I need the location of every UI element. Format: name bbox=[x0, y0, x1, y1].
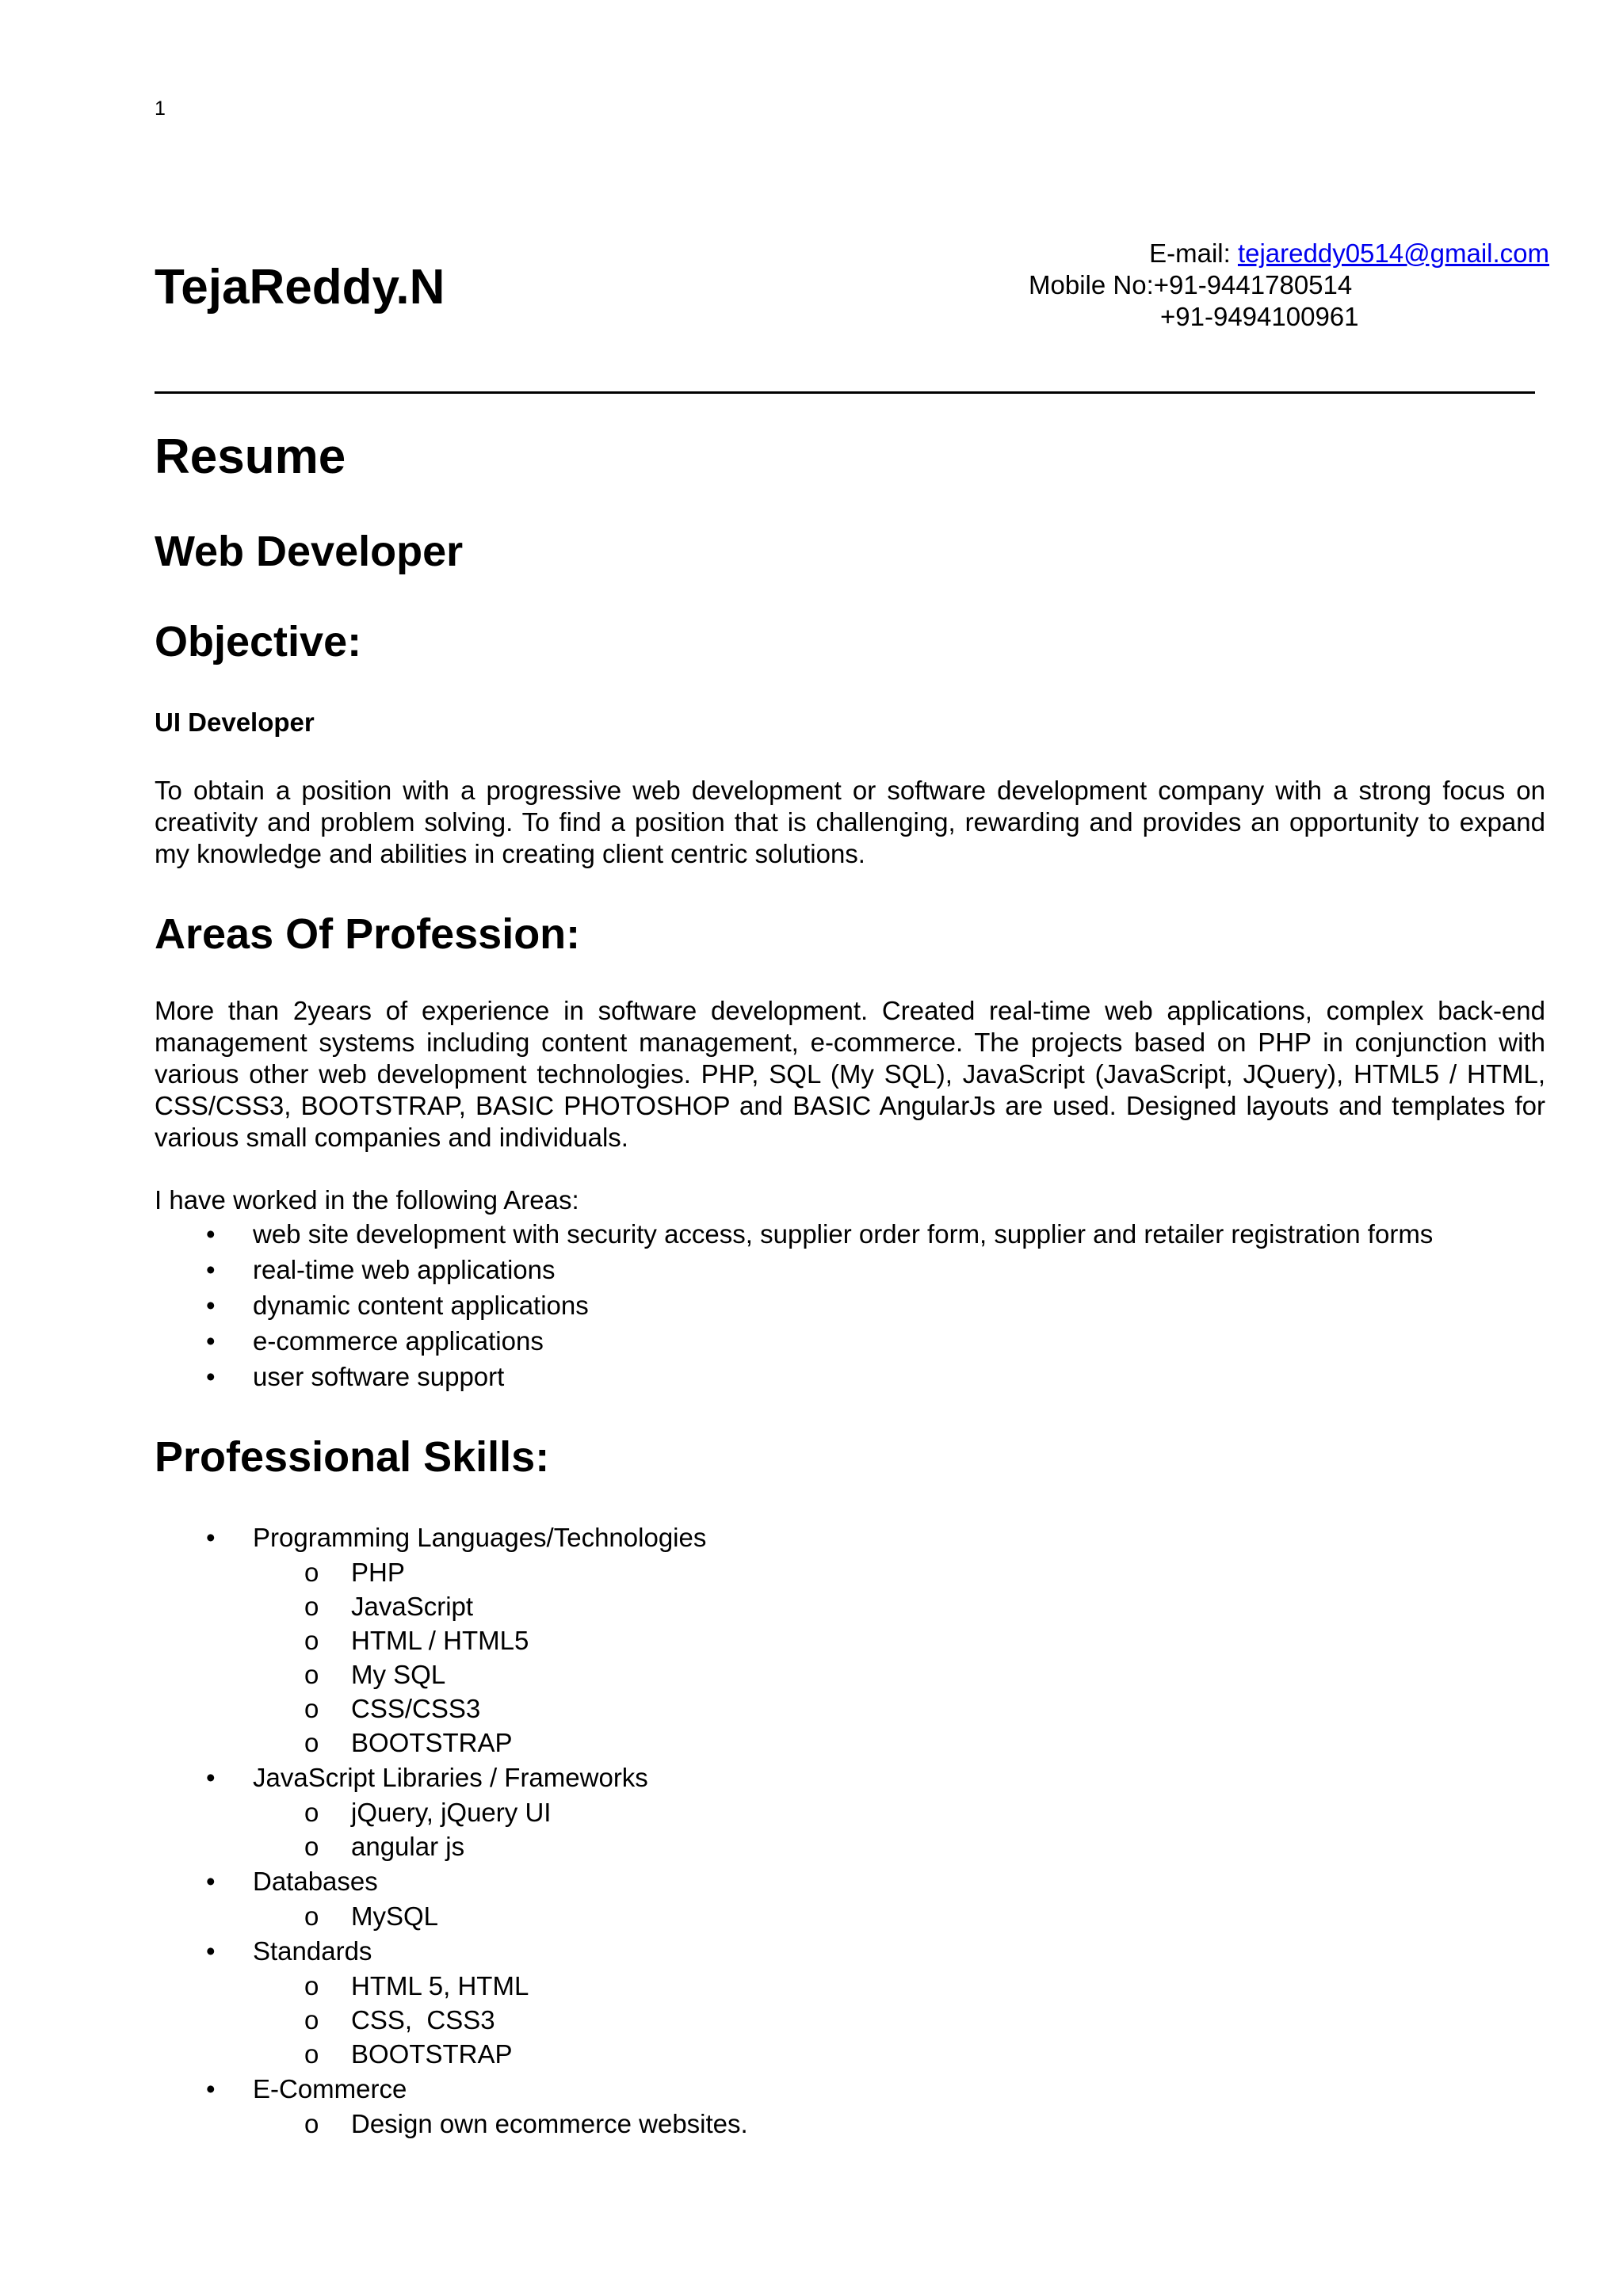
mobile-number-2: +91-9494100961 bbox=[1160, 302, 1359, 331]
bullet-icon: • bbox=[206, 1936, 216, 1966]
skill-group-label: JavaScript Libraries / Frameworks bbox=[253, 1763, 648, 1792]
mobile-number-1: +91-9441780514 bbox=[1153, 270, 1353, 299]
skill-item bbox=[155, 1899, 748, 1933]
circle-bullet-icon: o bbox=[304, 1626, 319, 1655]
skill-subgroup bbox=[155, 1795, 748, 1863]
bullet-icon: • bbox=[206, 1291, 216, 1320]
candidate-name: TejaReddy.N bbox=[155, 260, 445, 315]
bullet-icon: • bbox=[206, 1255, 216, 1284]
skill-subgroup bbox=[155, 1969, 748, 2071]
skill-item bbox=[155, 1691, 748, 1726]
mobile-label: Mobile No: bbox=[1029, 270, 1154, 299]
skill-item bbox=[155, 1726, 748, 1760]
circle-bullet-icon: o bbox=[304, 1694, 319, 1723]
skill-group bbox=[155, 1863, 748, 1899]
skill-group bbox=[155, 2071, 748, 2107]
page-number: 1 bbox=[155, 97, 166, 120]
mobile-line bbox=[836, 269, 1549, 301]
skill-item-text: PHP bbox=[351, 1558, 405, 1587]
list-item-text: web site development with security access, supplier order form, supplier and retailer registration forms bbox=[253, 1219, 1434, 1249]
bullet-icon: • bbox=[206, 1763, 216, 1792]
skill-group-label: Standards bbox=[253, 1936, 372, 1966]
areas-list bbox=[155, 1216, 1433, 1394]
skill-item bbox=[155, 1795, 748, 1829]
circle-bullet-icon: o bbox=[304, 2039, 319, 2069]
skill-item-text: BOOTSTRAP bbox=[351, 2039, 513, 2069]
skill-group bbox=[155, 1760, 748, 1795]
skill-item bbox=[155, 1623, 748, 1657]
circle-bullet-icon: o bbox=[304, 2005, 319, 2035]
skill-subgroup bbox=[155, 1555, 748, 1760]
list-item bbox=[155, 1216, 1433, 1252]
skill-item-text: JavaScript bbox=[351, 1592, 474, 1621]
bullet-icon: • bbox=[206, 1867, 216, 1896]
bullet-icon: • bbox=[206, 1219, 216, 1249]
skill-item-text: BOOTSTRAP bbox=[351, 1728, 513, 1757]
skill-group bbox=[155, 1933, 748, 1969]
mobile-line-2 bbox=[836, 301, 1549, 333]
skill-item bbox=[155, 1555, 748, 1589]
role-heading: Web Developer bbox=[155, 528, 464, 575]
document-title: Resume bbox=[155, 429, 346, 484]
skill-sublist bbox=[155, 1795, 748, 1863]
list-item-text: user software support bbox=[253, 1362, 505, 1391]
skill-item bbox=[155, 1589, 748, 1623]
skill-group bbox=[155, 1520, 748, 1555]
circle-bullet-icon: o bbox=[304, 1798, 319, 1827]
skill-item-text: My SQL bbox=[351, 1660, 446, 1689]
circle-bullet-icon: o bbox=[304, 1592, 319, 1621]
list-item-text: e-commerce applications bbox=[253, 1326, 544, 1356]
skill-item-text: HTML / HTML5 bbox=[351, 1626, 529, 1655]
skill-item bbox=[155, 1829, 748, 1863]
circle-bullet-icon: o bbox=[304, 1660, 319, 1689]
skill-item-text: MySQL bbox=[351, 1901, 439, 1931]
skill-item bbox=[155, 1969, 748, 2003]
objective-subheading: UI Developer bbox=[155, 707, 315, 737]
bullet-icon: • bbox=[206, 1523, 216, 1552]
skill-item bbox=[155, 2107, 748, 2141]
skills-heading: Professional Skills: bbox=[155, 1433, 550, 1481]
skill-item-text: CSS/CSS3 bbox=[351, 1694, 481, 1723]
circle-bullet-icon: o bbox=[304, 1971, 319, 2000]
circle-bullet-icon: o bbox=[304, 2109, 319, 2138]
skill-subgroup bbox=[155, 1899, 748, 1933]
list-item-text: real-time web applications bbox=[253, 1255, 556, 1284]
list-item bbox=[155, 1287, 1433, 1323]
skill-item bbox=[155, 2003, 748, 2037]
worked-intro: I have worked in the following Areas: bbox=[155, 1185, 579, 1215]
circle-bullet-icon: o bbox=[304, 1832, 319, 1861]
bullet-icon: • bbox=[206, 2074, 216, 2103]
email-label: E-mail: bbox=[1149, 238, 1238, 268]
skill-sublist bbox=[155, 1555, 748, 1760]
bullet-icon: • bbox=[206, 1326, 216, 1356]
skill-sublist bbox=[155, 2107, 748, 2141]
circle-bullet-icon: o bbox=[304, 1901, 319, 1931]
skill-item-text: jQuery, jQuery UI bbox=[351, 1798, 552, 1827]
skill-item-text: Design own ecommerce websites. bbox=[351, 2109, 748, 2138]
skill-sublist bbox=[155, 1899, 748, 1933]
skill-sublist bbox=[155, 1969, 748, 2071]
email-line bbox=[836, 238, 1549, 269]
list-item-text: dynamic content applications bbox=[253, 1291, 589, 1320]
skills-list bbox=[155, 1520, 748, 2141]
email-link[interactable]: tejareddy0514@gmail.com bbox=[1237, 238, 1549, 268]
circle-bullet-icon: o bbox=[304, 1558, 319, 1587]
list-item bbox=[155, 1323, 1433, 1359]
objective-paragraph: To obtain a position with a progressive web development or software development company with a strong focus on creativity and problem solving. To find a position that is challenging, rewarding and provides an opportunity to expand my knowledge and abilities in creating client centric solutions. bbox=[155, 776, 1545, 868]
areas-paragraph: More than 2years of experience in software development. Created real-time web applications, complex back-end management systems including content management, e-commerce. The projects based on PHP in conjunction with various other web development technologies. PHP, SQL (My SQL), JavaScript (JavaScript, JQuery), HTML5 / HTML, CSS/CSS3, BOOTSTRAP, BASIC PHOTOSHOP and BASIC AngularJs are used. Designed layouts and templates for various small companies and individuals. bbox=[155, 996, 1545, 1152]
skill-item-text: HTML 5, HTML bbox=[351, 1971, 529, 2000]
skill-item bbox=[155, 1657, 748, 1691]
contact-block bbox=[836, 238, 1549, 333]
skill-item-text: CSS, CSS3 bbox=[351, 2005, 495, 2035]
bullet-icon: • bbox=[206, 1362, 216, 1391]
skill-group-label: E-Commerce bbox=[253, 2074, 407, 2103]
skill-group-label: Databases bbox=[253, 1867, 378, 1896]
objective-heading: Objective: bbox=[155, 618, 362, 666]
skill-item-text: angular js bbox=[351, 1832, 465, 1861]
list-item bbox=[155, 1252, 1433, 1287]
areas-heading: Areas Of Profession: bbox=[155, 910, 581, 958]
skill-group-label: Programming Languages/Technologies bbox=[253, 1523, 707, 1552]
skill-item bbox=[155, 2037, 748, 2071]
list-item bbox=[155, 1359, 1433, 1394]
circle-bullet-icon: o bbox=[304, 1728, 319, 1757]
skill-subgroup bbox=[155, 2107, 748, 2141]
header-divider bbox=[155, 391, 1535, 394]
